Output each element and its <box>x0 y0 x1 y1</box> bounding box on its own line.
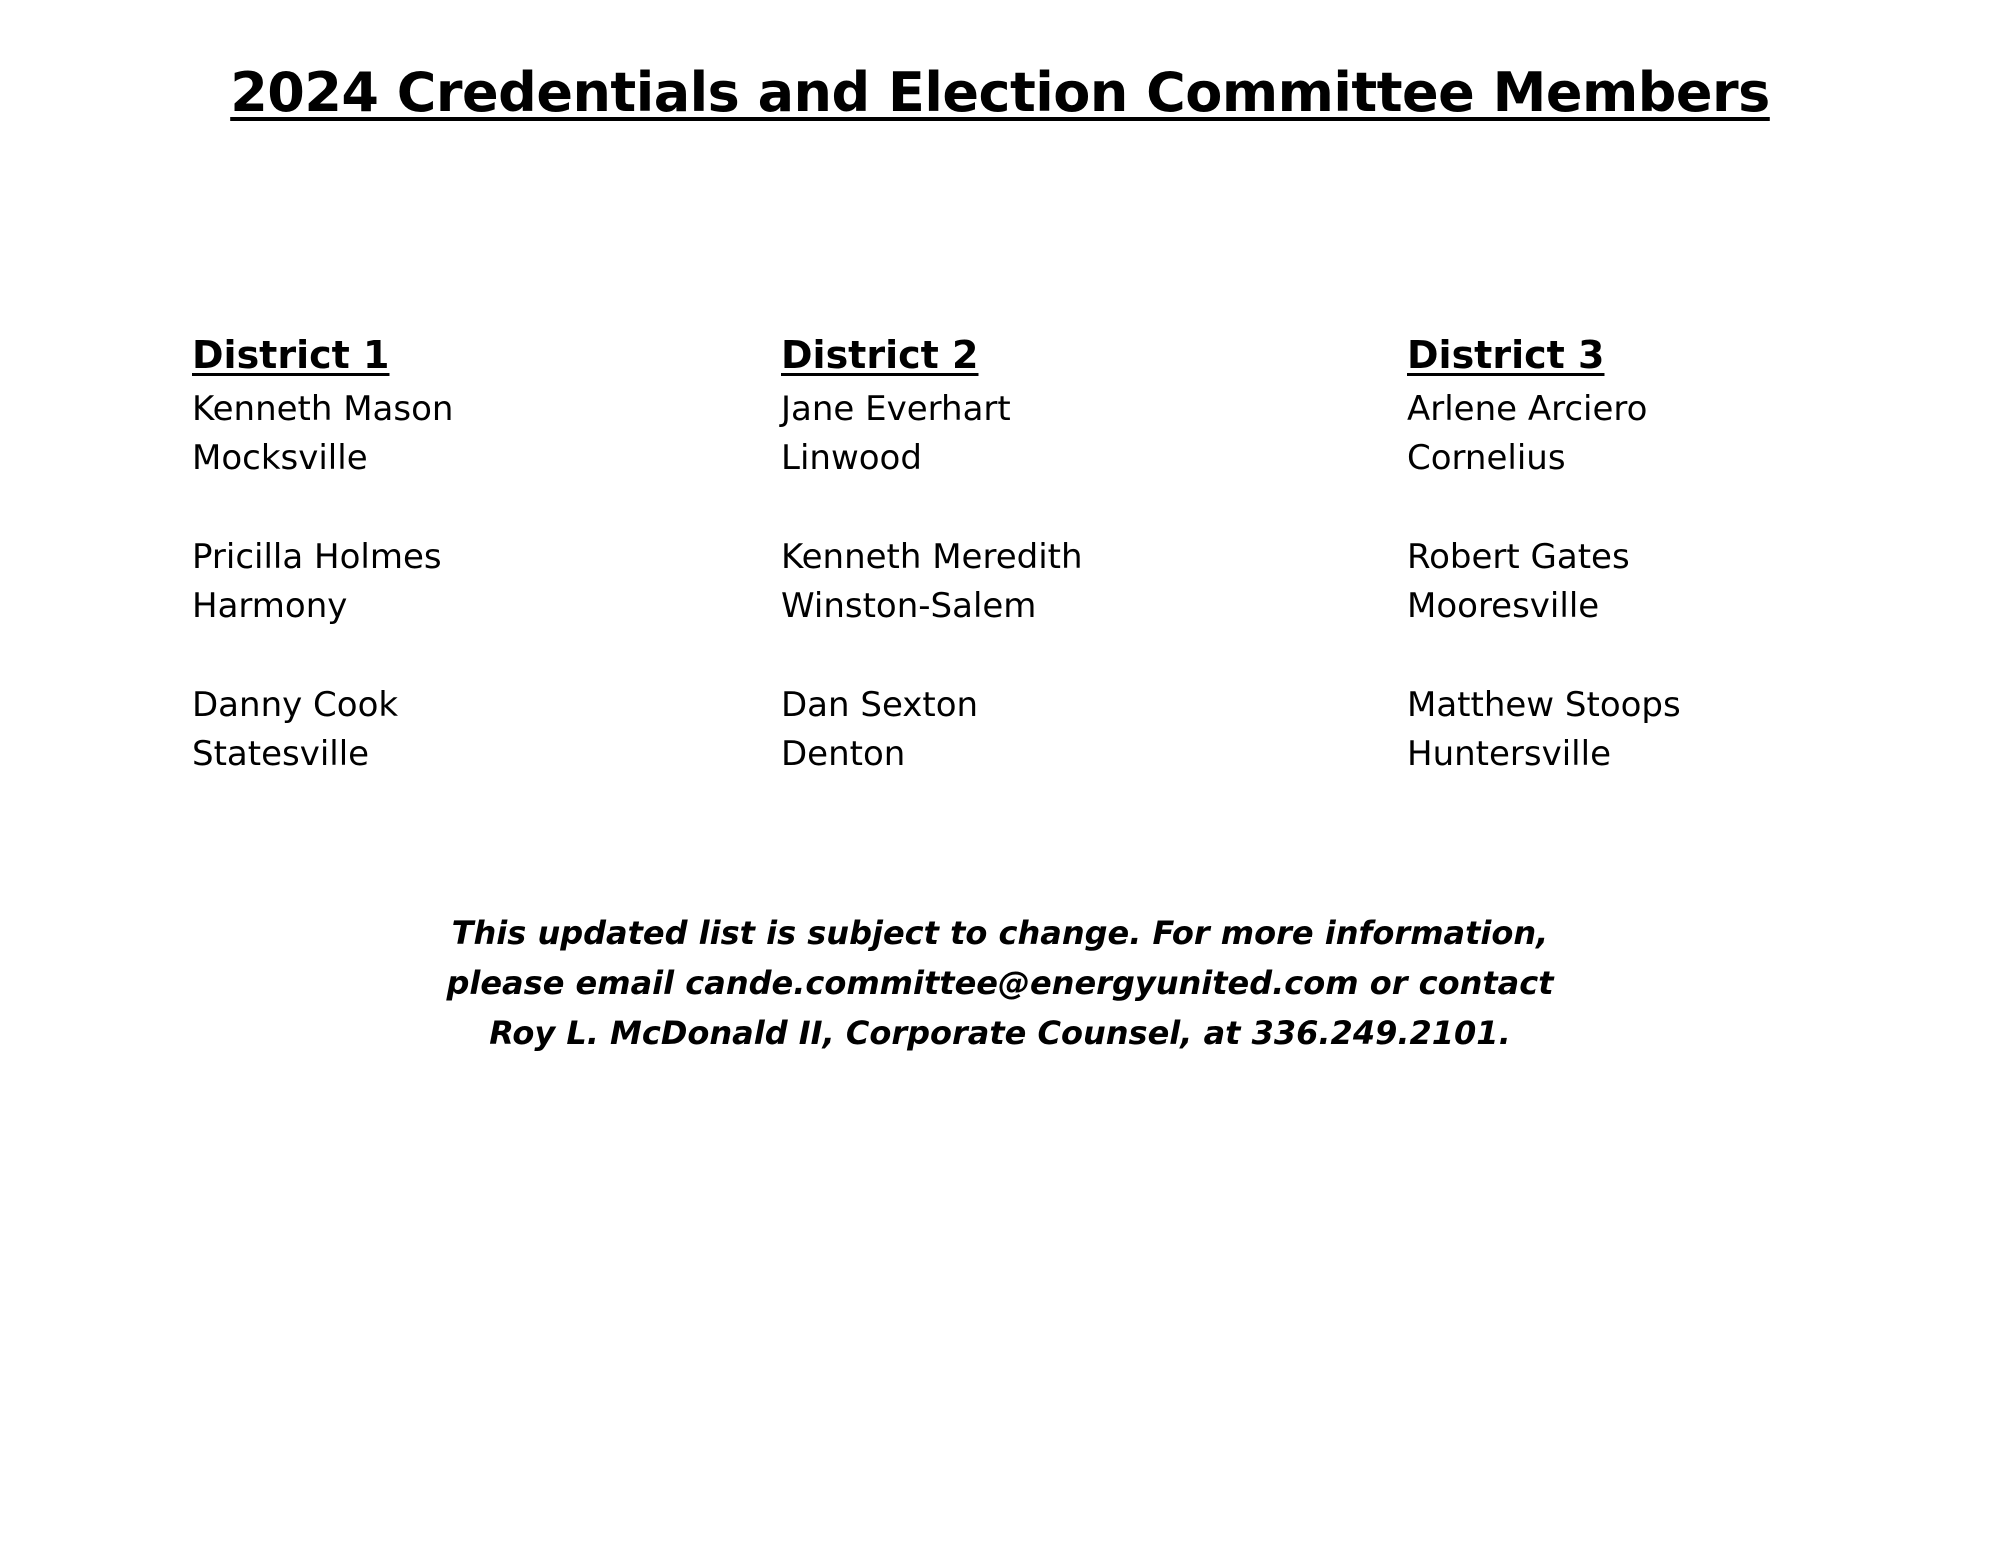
member-name: Pricilla Holmes <box>192 537 442 577</box>
member-town: Linwood <box>781 438 922 478</box>
page-title: 2024 Credentials and Election Committee Members <box>230 61 1770 124</box>
member-town: Winston-Salem <box>781 586 1037 626</box>
member-entry <box>192 385 752 483</box>
member-entry <box>192 681 752 779</box>
member-name: Kenneth Meredith <box>781 537 1083 577</box>
member-entry <box>1407 533 1967 631</box>
notice-line: Roy L. McDonald II, Corporate Counsel, at 336.249.2101. <box>489 1014 1511 1052</box>
member-name: Dan Sexton <box>781 685 979 725</box>
member-entry <box>781 385 1341 483</box>
notice-line: This updated list is subject to change. For more information, <box>451 914 1549 952</box>
member-entry <box>1407 385 1967 483</box>
member-entry <box>1407 681 1967 779</box>
member-name: Danny Cook <box>192 685 399 725</box>
district-1-heading: District 1 <box>192 333 390 377</box>
member-entry <box>781 681 1341 779</box>
member-town: Denton <box>781 734 906 774</box>
member-town: Mocksville <box>192 438 368 478</box>
district-3-heading: District 3 <box>1407 333 1605 377</box>
member-entry <box>781 533 1341 631</box>
member-name: Robert Gates <box>1407 537 1630 577</box>
notice-line: please email cande.committee@energyunited.com or contact <box>446 964 1554 1002</box>
member-name: Matthew Stoops <box>1407 685 1681 725</box>
member-town: Huntersville <box>1407 734 1611 774</box>
member-name: Arlene Arciero <box>1407 389 1648 429</box>
member-entry <box>192 533 752 631</box>
contact-notice <box>0 908 2000 1058</box>
member-town: Harmony <box>192 586 348 626</box>
member-name: Kenneth Mason <box>192 389 454 429</box>
member-town: Statesville <box>192 734 370 774</box>
member-town: Cornelius <box>1407 438 1566 478</box>
district-1-column <box>192 330 752 829</box>
district-2-heading: District 2 <box>781 333 979 377</box>
member-name: Jane Everhart <box>781 389 1011 429</box>
district-2-column <box>781 330 1341 829</box>
member-town: Mooresville <box>1407 586 1600 626</box>
district-3-column <box>1407 330 1967 829</box>
